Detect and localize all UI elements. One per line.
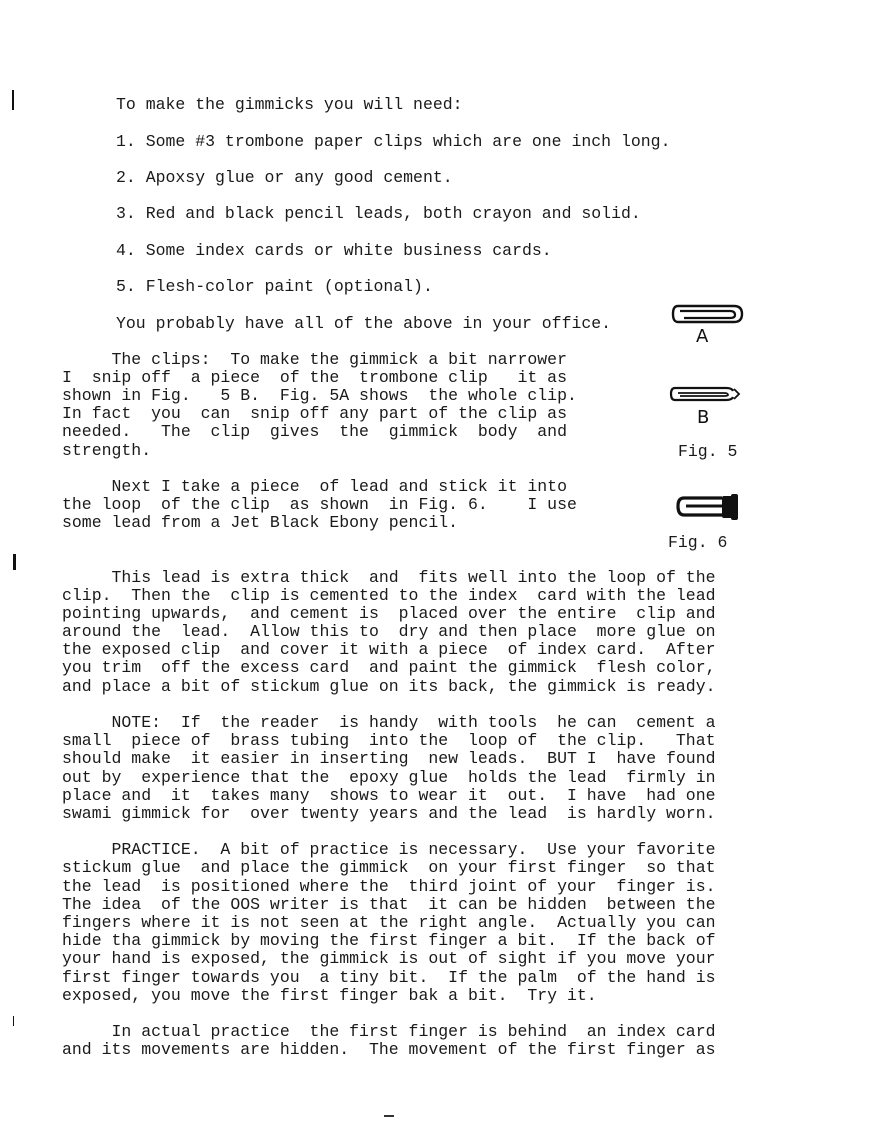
clips-para-line: needed. The clip gives the gimmick body and	[62, 422, 567, 441]
actual-para-line: In actual practice the first finger is behind an index card	[62, 1022, 716, 1041]
note-para-line: place and it takes many shows to wear it out. I have had one	[62, 786, 716, 805]
thick-para-line: This lead is extra thick and fits well into the loop of the	[62, 568, 716, 587]
practice-para-line: the lead is positioned where the third joint of your finger is.	[62, 877, 716, 896]
practice-para-line: stickum glue and place the gimmick on your first finger so that	[62, 858, 716, 877]
page-number-fragment	[384, 1115, 394, 1117]
practice-para-line: hide tha gimmick by moving the first finger a bit. If the back of	[62, 931, 716, 950]
paper-clip-snipped-drawing	[670, 385, 742, 403]
lead-para-line: Next I take a piece of lead and stick it into	[62, 477, 567, 496]
thick-para-line: pointing upwards, and cement is placed over the entire clip and	[62, 604, 716, 623]
thick-para-line: you trim off the excess card and paint the gimmick flesh color,	[62, 658, 716, 677]
note-para-line: NOTE: If the reader is handy with tools he can cement a	[62, 713, 716, 732]
fig-5-caption: Fig. 5	[678, 442, 738, 461]
note-para-line: small piece of brass tubing into the loop of the clip. That	[62, 731, 716, 750]
clips-para-line: shown in Fig. 5 B. Fig. 5A shows the whole clip.	[62, 386, 577, 405]
practice-para-line: fingers where it is not seen at the right angle. Actually you can	[62, 913, 716, 932]
clips-para-line: strength.	[62, 441, 152, 460]
practice-para-line: PRACTICE. A bit of practice is necessary. Use your favorite	[62, 840, 716, 859]
lead-para-line: some lead from a Jet Black Ebony pencil.	[62, 513, 459, 532]
note-para-line: swami gimmick for over twenty years and the lead is hardly worn.	[62, 804, 716, 823]
practice-para-line: your hand is exposed, the gimmick is out of sight if you move your	[62, 949, 716, 968]
thick-para-line: and place a bit of stickum glue on its back, the gimmick is ready.	[62, 677, 716, 696]
practice-para-line: first finger towards you a tiny bit. If the palm of the hand is	[62, 968, 716, 987]
thick-para-line: the exposed clip and cover it with a piece of index card. After	[62, 640, 716, 659]
lead-para-line: the loop of the clip as shown in Fig. 6. I use	[62, 495, 577, 514]
list-item: 3. Red and black pencil leads, both crayon and solid.	[116, 204, 641, 223]
list-item: 1. Some #3 trombone paper clips which are one inch long.	[116, 132, 671, 151]
margin-mark	[12, 90, 14, 110]
clips-para-line: The clips: To make the gimmick a bit narrower	[62, 350, 567, 369]
note-para-line: should make it easier in inserting new leads. BUT I have found	[62, 749, 716, 768]
margin-mark	[13, 1016, 14, 1026]
office-line: You probably have all of the above in your office.	[116, 314, 612, 333]
note-para-line: out by experience that the epoxy glue holds the lead firmly in	[62, 768, 716, 787]
margin-mark	[13, 554, 16, 570]
fig-6-caption: Fig. 6	[668, 533, 728, 552]
actual-para-line: and its movements are hidden. The movement of the first finger as	[62, 1040, 716, 1059]
intro-line: To make the gimmicks you will need:	[116, 95, 463, 114]
thick-para-line: clip. Then the clip is cemented to the index card with the lead	[62, 586, 716, 605]
list-item: 5. Flesh-color paint (optional).	[116, 277, 433, 296]
practice-para-line: exposed, you move the first finger bak a bit. Try it.	[62, 986, 597, 1005]
clips-para-line: I snip off a piece of the trombone clip it as	[62, 368, 567, 387]
practice-para-line: The idea of the OOS writer is that it can be hidden between the	[62, 895, 716, 914]
list-item: 2. Apoxsy glue or any good cement.	[116, 168, 453, 187]
fig-label-b: B	[697, 407, 710, 428]
list-item: 4. Some index cards or white business cards.	[116, 241, 552, 260]
clip-with-lead-drawing	[676, 493, 742, 521]
paper-clip-whole-drawing	[672, 303, 744, 325]
thick-para-line: around the lead. Allow this to dry and then place more glue on	[62, 622, 716, 641]
clips-para-line: In fact you can snip off any part of the clip as	[62, 404, 567, 423]
fig-label-a: A	[696, 326, 709, 347]
